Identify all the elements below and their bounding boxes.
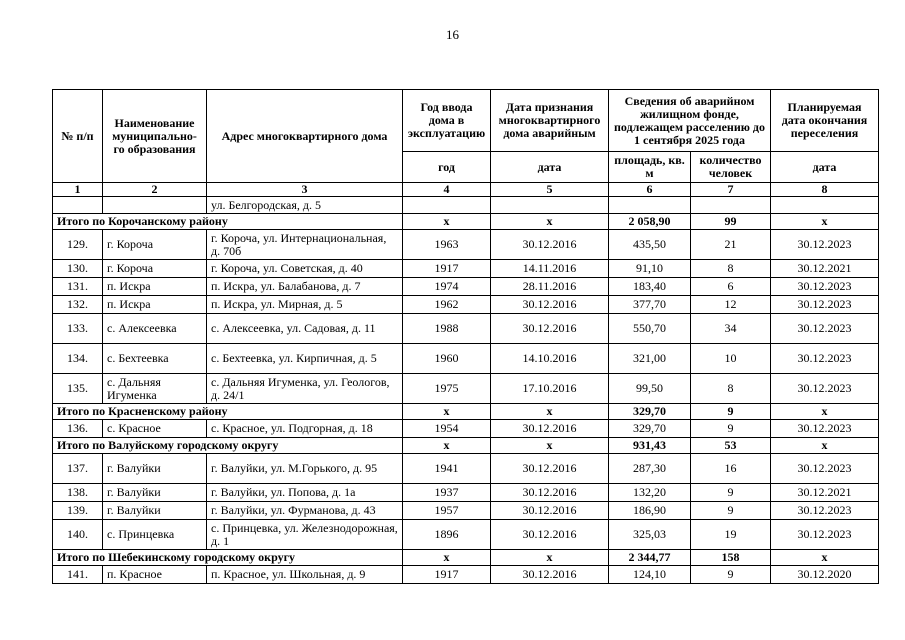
people-cell: 34 (691, 314, 771, 344)
end-date-cell: 30.12.2020 (771, 566, 879, 584)
date-cell: 30.12.2016 (491, 484, 609, 502)
subtotal-label: Итого по Валуйскому городскому округу (53, 438, 403, 454)
table-row (53, 566, 879, 584)
table-row (53, 296, 879, 314)
table-row (53, 520, 879, 550)
table-row (53, 230, 879, 260)
year-cell: x (403, 550, 491, 566)
address-cell: п. Красное, ул. Школьная, д. 9 (207, 566, 403, 584)
address-cell: с. Алексеевка, ул. Садовая, д. 11 (207, 314, 403, 344)
year-cell: 1975 (403, 374, 491, 404)
date-cell: 30.12.2016 (491, 230, 609, 260)
date-cell: 14.10.2016 (491, 344, 609, 374)
year-cell: 1917 (403, 566, 491, 584)
date-cell: 28.11.2016 (491, 278, 609, 296)
end-date-cell: 30.12.2023 (771, 314, 879, 344)
row-number-cell: 131. (53, 278, 103, 296)
area-cell: 186,90 (609, 502, 691, 520)
row-number-cell: 133. (53, 314, 103, 344)
people-cell: 99 (691, 214, 771, 230)
year-cell: 1974 (403, 278, 491, 296)
column-number: 2 (103, 183, 207, 197)
end-date-cell: 30.12.2023 (771, 502, 879, 520)
table-row (53, 454, 879, 484)
subtotal-row (53, 214, 879, 230)
subtotal-row (53, 438, 879, 454)
municipality-cell: с. Алексеевка (103, 314, 207, 344)
year-cell: 1896 (403, 520, 491, 550)
row-number-cell: 132. (53, 296, 103, 314)
address-cell: г. Валуйки, ул. Попова, д. 1а (207, 484, 403, 502)
date-cell: 30.12.2016 (491, 520, 609, 550)
end-date-cell: 30.12.2023 (771, 420, 879, 438)
column-number: 7 (691, 183, 771, 197)
row-number-cell: 130. (53, 260, 103, 278)
header-year-in-service: Год ввода дома в эксплуатацию (403, 90, 491, 152)
area-cell: 550,70 (609, 314, 691, 344)
column-number: 6 (609, 183, 691, 197)
table-row (53, 314, 879, 344)
area-cell: 321,00 (609, 344, 691, 374)
subtotal-label: Итого по Корочанскому району (53, 214, 403, 230)
column-number: 5 (491, 183, 609, 197)
area-cell: 2 344,77 (609, 550, 691, 566)
end-date-cell: 30.12.2021 (771, 484, 879, 502)
row-number-cell: 141. (53, 566, 103, 584)
column-number: 4 (403, 183, 491, 197)
people-cell: 21 (691, 230, 771, 260)
people-cell: 8 (691, 374, 771, 404)
table-row (53, 502, 879, 520)
address-cell: п. Искра, ул. Мирная, д. 5 (207, 296, 403, 314)
municipality-cell: г. Короча (103, 260, 207, 278)
people-cell: 9 (691, 484, 771, 502)
subtotal-label: Итого по Красненскому району (53, 404, 403, 420)
area-cell: 377,70 (609, 296, 691, 314)
date-cell: 30.12.2016 (491, 502, 609, 520)
date-cell: x (491, 214, 609, 230)
header-date-recognized: Дата признания многоквартирного дома аварийным (491, 90, 609, 152)
table-row (53, 278, 879, 296)
address-cell: г. Короча, ул. Интернациональная, д. 70б (207, 230, 403, 260)
area-cell: 132,20 (609, 484, 691, 502)
table-row (53, 484, 879, 502)
address-cell: г. Короча, ул. Советская, д. 40 (207, 260, 403, 278)
row-number-cell: 136. (53, 420, 103, 438)
subheader-people: количество человек (691, 152, 771, 183)
subheader-end-date: дата (771, 152, 879, 183)
area-cell: 91,10 (609, 260, 691, 278)
people-cell: 6 (691, 278, 771, 296)
area-cell: 2 058,90 (609, 214, 691, 230)
municipality-cell: с. Принцевка (103, 520, 207, 550)
year-cell: 1960 (403, 344, 491, 374)
municipality-cell: п. Красное (103, 566, 207, 584)
people-cell: 9 (691, 566, 771, 584)
people-cell: 53 (691, 438, 771, 454)
address-cell: ул. Белгородская, д. 5 (207, 197, 403, 214)
people-cell: 9 (691, 404, 771, 420)
area-cell: 325,03 (609, 520, 691, 550)
people-cell: 12 (691, 296, 771, 314)
municipality-cell: с. Бехтеевка (103, 344, 207, 374)
row-number-cell: 134. (53, 344, 103, 374)
date-cell: x (491, 438, 609, 454)
table-row (53, 374, 879, 404)
end-date-cell: x (771, 438, 879, 454)
municipality-cell: п. Искра (103, 296, 207, 314)
area-cell: 287,30 (609, 454, 691, 484)
year-cell: 1941 (403, 454, 491, 484)
end-date-cell: x (771, 404, 879, 420)
people-cell: 8 (691, 260, 771, 278)
area-cell: 931,43 (609, 438, 691, 454)
year-cell: x (403, 404, 491, 420)
end-date-cell: 30.12.2023 (771, 230, 879, 260)
date-cell: x (491, 550, 609, 566)
column-number: 8 (771, 183, 879, 197)
row-number-cell: 129. (53, 230, 103, 260)
year-cell: 1988 (403, 314, 491, 344)
year-cell: 1937 (403, 484, 491, 502)
address-cell: г. Валуйки, ул. Фурманова, д. 43 (207, 502, 403, 520)
people-cell: 9 (691, 502, 771, 520)
area-cell: 435,50 (609, 230, 691, 260)
row-number-cell: 138. (53, 484, 103, 502)
end-date-cell: 30.12.2023 (771, 278, 879, 296)
people-cell: 19 (691, 520, 771, 550)
continued-row (53, 197, 879, 214)
people-cell: 10 (691, 344, 771, 374)
subtotal-row (53, 550, 879, 566)
row-number-cell: 140. (53, 520, 103, 550)
municipality-cell: г. Валуйки (103, 484, 207, 502)
subheader-area: площадь, кв. м (609, 152, 691, 183)
end-date-cell: 30.12.2023 (771, 344, 879, 374)
area-cell: 99,50 (609, 374, 691, 404)
year-cell: 1962 (403, 296, 491, 314)
end-date-cell: 30.12.2021 (771, 260, 879, 278)
end-date-cell: x (771, 214, 879, 230)
address-cell: г. Валуйки, ул. М.Горького, д. 95 (207, 454, 403, 484)
municipality-cell: г. Валуйки (103, 502, 207, 520)
date-cell: x (491, 404, 609, 420)
end-date-cell: 30.12.2023 (771, 296, 879, 314)
column-number: 3 (207, 183, 403, 197)
year-cell: 1963 (403, 230, 491, 260)
year-cell: 1917 (403, 260, 491, 278)
people-cell: 9 (691, 420, 771, 438)
address-cell: с. Принцевка, ул. Железнодорожная, д. 1 (207, 520, 403, 550)
end-date-cell: x (771, 550, 879, 566)
row-number-cell: 135. (53, 374, 103, 404)
row-number-cell: 139. (53, 502, 103, 520)
year-cell: x (403, 214, 491, 230)
area-cell: 329,70 (609, 420, 691, 438)
date-cell: 14.11.2016 (491, 260, 609, 278)
end-date-cell: 30.12.2023 (771, 454, 879, 484)
row-number-cell: 137. (53, 454, 103, 484)
page-number: 16 (446, 27, 459, 42)
subheader-year: год (403, 152, 491, 183)
people-cell: 158 (691, 550, 771, 566)
subheader-date: дата (491, 152, 609, 183)
people-cell: 16 (691, 454, 771, 484)
municipality-cell: с. Дальняя Игуменка (103, 374, 207, 404)
header-info-group: Сведения об аварийном жилищном фонде, подлежащем расселению до 1 сентября 2025 года (609, 90, 771, 152)
header-num: № п/п (53, 90, 103, 183)
address-cell: с. Красное, ул. Подгорная, д. 18 (207, 420, 403, 438)
date-cell: 30.12.2016 (491, 420, 609, 438)
header-planned-end: Планируемая дата окончания переселения (771, 90, 879, 152)
year-cell: 1957 (403, 502, 491, 520)
municipality-cell: г. Короча (103, 230, 207, 260)
subtotal-row (53, 404, 879, 420)
area-cell: 124,10 (609, 566, 691, 584)
header-address: Адрес многоквартирного дома (207, 90, 403, 183)
address-cell: п. Искра, ул. Балабанова, д. 7 (207, 278, 403, 296)
area-cell: 183,40 (609, 278, 691, 296)
end-date-cell: 30.12.2023 (771, 520, 879, 550)
address-cell: с. Дальняя Игуменка, ул. Геологов, д. 24/1 (207, 374, 403, 404)
year-cell: 1954 (403, 420, 491, 438)
table-row (53, 420, 879, 438)
area-cell: 329,70 (609, 404, 691, 420)
date-cell: 17.10.2016 (491, 374, 609, 404)
subtotal-label: Итого по Шебекинскому городскому округу (53, 550, 403, 566)
date-cell: 30.12.2016 (491, 566, 609, 584)
column-number: 1 (53, 183, 103, 197)
date-cell: 30.12.2016 (491, 296, 609, 314)
date-cell: 30.12.2016 (491, 314, 609, 344)
municipality-cell: с. Красное (103, 420, 207, 438)
end-date-cell: 30.12.2023 (771, 374, 879, 404)
year-cell: x (403, 438, 491, 454)
date-cell: 30.12.2016 (491, 454, 609, 484)
address-cell: с. Бехтеевка, ул. Кирпичная, д. 5 (207, 344, 403, 374)
table-row (53, 260, 879, 278)
municipality-cell: п. Искра (103, 278, 207, 296)
table-row (53, 344, 879, 374)
municipality-cell: г. Валуйки (103, 454, 207, 484)
header-municipality: Наименование муниципально-го образования (103, 90, 207, 183)
emergency-housing-table (52, 89, 879, 584)
